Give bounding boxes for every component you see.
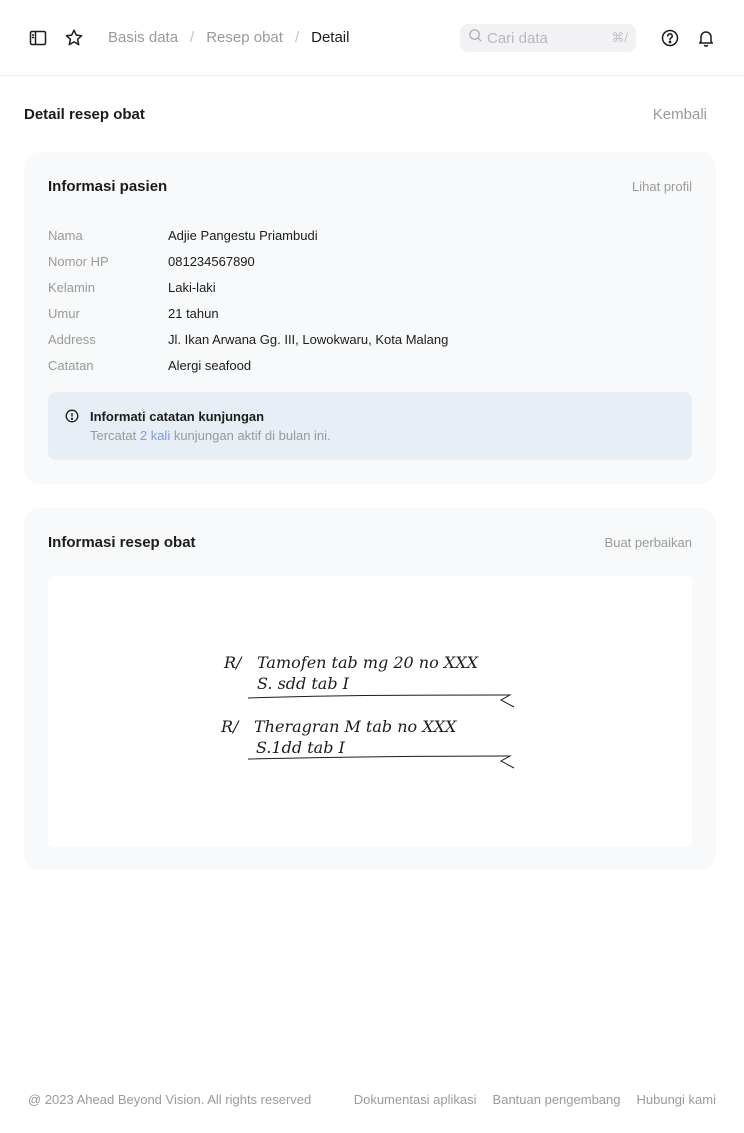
info-value: 081234567890 xyxy=(168,253,255,269)
visit-count: 2 kali xyxy=(139,428,171,443)
breadcrumb-separator: / xyxy=(190,29,195,46)
star-icon[interactable] xyxy=(63,27,85,49)
copyright: @ 2023 Ahead Beyond Vision. All rights reserved xyxy=(28,1092,312,1107)
footer-links xyxy=(354,1092,716,1107)
notice-title: Informati catatan kunjungan xyxy=(90,409,265,424)
info-value: Adjie Pangestu Priambudi xyxy=(168,227,318,243)
info-value: Laki-laki xyxy=(168,279,216,295)
handwritten-prescription xyxy=(48,576,692,847)
rx-line: Tamofen tab mg 20 no XXX xyxy=(257,653,478,672)
breadcrumb-resep-obat[interactable]: Resep obat xyxy=(206,29,283,46)
page-title: Detail resep obat xyxy=(24,106,145,123)
search-box[interactable] xyxy=(460,24,636,52)
edit-prescription-link[interactable]: Buat perbaikan xyxy=(604,535,692,550)
rx-signa: S. sdd tab I xyxy=(257,674,349,693)
info-row-notes xyxy=(48,352,448,378)
visit-notice xyxy=(48,392,692,460)
patient-info-table xyxy=(48,222,448,378)
info-label: Nomor HP xyxy=(48,253,109,269)
rx-signa: S.1dd tab I xyxy=(256,738,345,757)
info-row-name xyxy=(48,222,448,248)
rx-line: Theragran M tab no XXX xyxy=(254,717,457,736)
rx-mark: R/ xyxy=(224,653,242,672)
notice-text-before: Tercatat xyxy=(90,428,140,443)
back-button[interactable]: Kembali xyxy=(652,106,707,123)
footer-link-dev-help[interactable]: Bantuan pengembang xyxy=(492,1092,621,1107)
info-value: 21 tahun xyxy=(168,305,219,321)
prescription-card-title: Informasi resep obat xyxy=(48,534,196,551)
search-icon xyxy=(468,28,483,48)
help-icon[interactable] xyxy=(659,27,681,49)
prescription-image xyxy=(48,576,692,847)
info-row-age xyxy=(48,300,448,326)
patient-card-title: Informasi pasien xyxy=(48,178,168,195)
bell-icon[interactable] xyxy=(695,27,717,49)
breadcrumb xyxy=(108,29,349,46)
info-label: Umur xyxy=(48,305,80,321)
sidebar-toggle-icon[interactable] xyxy=(27,27,49,49)
search-input[interactable] xyxy=(487,30,605,47)
breadcrumb-basis-data[interactable]: Basis data xyxy=(108,29,179,46)
breadcrumb-separator: / xyxy=(294,29,300,46)
footer-link-docs[interactable]: Dokumentasi aplikasi xyxy=(353,1092,477,1107)
notice-text xyxy=(90,428,331,443)
info-row-gender xyxy=(48,274,448,300)
info-label: Catatan xyxy=(48,357,94,373)
search-shortcut: ⌘/ xyxy=(611,30,628,45)
breadcrumb-detail: Detail xyxy=(311,29,350,46)
info-label: Kelamin xyxy=(48,279,95,295)
patient-info-card xyxy=(24,152,716,484)
footer-link-contact[interactable]: Hubungi kami xyxy=(636,1092,716,1107)
rx-mark: R/ xyxy=(221,717,239,736)
view-profile-link[interactable]: Lihat profil xyxy=(632,179,692,194)
info-value: Alergi seafood xyxy=(168,357,252,373)
info-label: Nama xyxy=(48,227,83,243)
rx-underline xyxy=(248,756,514,768)
top-bar xyxy=(0,0,744,76)
info-value: Jl. Ikan Arwana Gg. III, Lowokwaru, Kota Malang xyxy=(168,331,449,347)
prescription-card xyxy=(24,508,716,870)
info-label: Address xyxy=(48,331,96,347)
rx-underline xyxy=(248,695,514,707)
notice-text-after: kunjungan aktif di bulan ini. xyxy=(170,428,331,443)
info-row-phone xyxy=(48,248,448,274)
info-circle-icon xyxy=(65,409,79,423)
info-row-address xyxy=(48,326,448,352)
